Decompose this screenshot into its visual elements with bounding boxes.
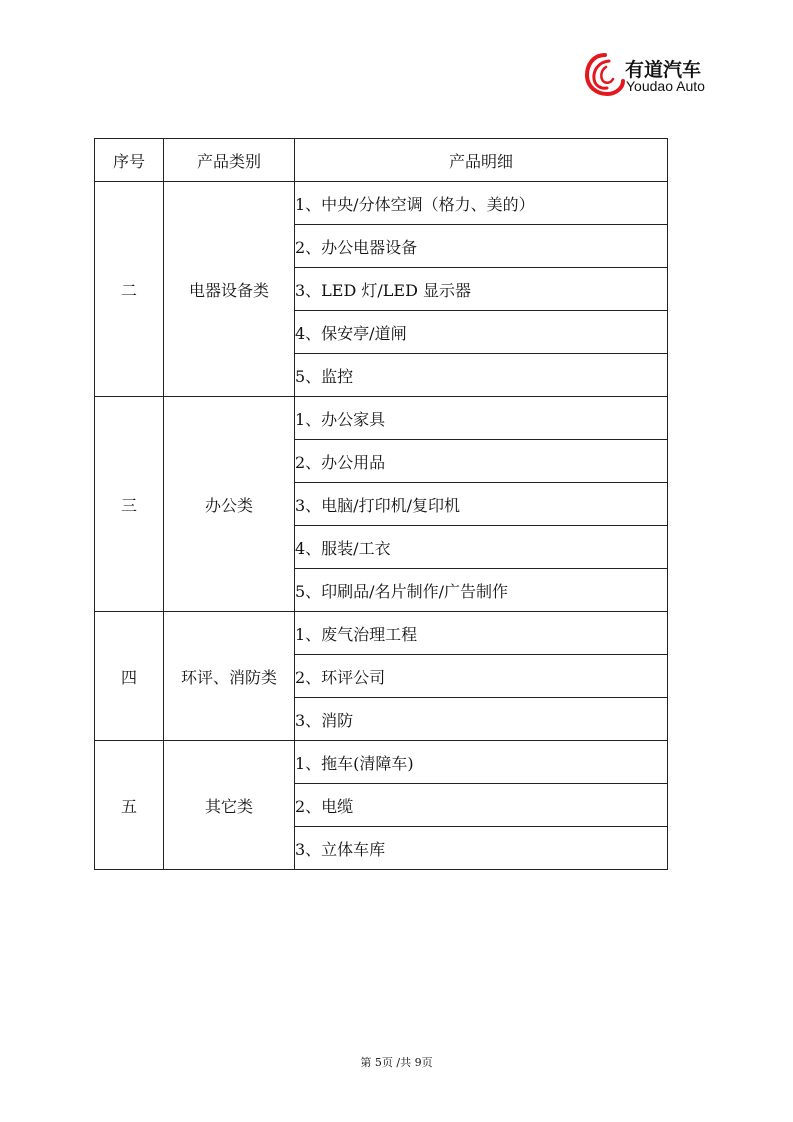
item-detail: 5、监控 bbox=[295, 354, 668, 397]
item-detail: 3、LED 灯/LED 显示器 bbox=[295, 268, 668, 311]
page-number: 第 5页 /共 9页 bbox=[360, 1056, 433, 1069]
header-seq: 序号 bbox=[95, 139, 164, 182]
item-detail: 4、保安亭/道闸 bbox=[295, 311, 668, 354]
item-detail: 1、废气治理工程 bbox=[295, 612, 668, 655]
item-detail: 3、消防 bbox=[295, 698, 668, 741]
group-seq: 二 bbox=[95, 182, 164, 397]
logo-name-cn: 有道汽车 bbox=[625, 59, 702, 81]
logo-name-en: Youdao Auto bbox=[626, 78, 705, 94]
company-logo bbox=[585, 52, 725, 98]
item-detail: 1、拖车(清障车) bbox=[295, 741, 668, 784]
logo-swirl-icon bbox=[585, 52, 625, 96]
group-category: 电器设备类 bbox=[164, 182, 295, 397]
item-detail: 1、办公家具 bbox=[295, 397, 668, 440]
group-category: 其它类 bbox=[164, 741, 295, 870]
group-seq: 四 bbox=[95, 612, 164, 741]
item-detail: 3、立体车库 bbox=[295, 827, 668, 870]
group-category: 环评、消防类 bbox=[164, 612, 295, 741]
item-detail: 1、中央/分体空调（格力、美的） bbox=[295, 182, 668, 225]
table-row bbox=[95, 741, 668, 784]
item-detail: 2、办公电器设备 bbox=[295, 225, 668, 268]
item-detail: 2、环评公司 bbox=[295, 655, 668, 698]
table-row bbox=[95, 182, 668, 225]
table-header-row bbox=[95, 139, 668, 182]
header-category: 产品类别 bbox=[164, 139, 295, 182]
header-detail: 产品明细 bbox=[295, 139, 668, 182]
group-seq: 五 bbox=[95, 741, 164, 870]
item-detail: 5、印刷品/名片制作/广告制作 bbox=[295, 569, 668, 612]
item-detail: 2、电缆 bbox=[295, 784, 668, 827]
item-detail: 2、办公用品 bbox=[295, 440, 668, 483]
table-row bbox=[95, 397, 668, 440]
group-category: 办公类 bbox=[164, 397, 295, 612]
product-category-table bbox=[94, 138, 668, 870]
group-seq: 三 bbox=[95, 397, 164, 612]
item-detail: 3、电脑/打印机/复印机 bbox=[295, 483, 668, 526]
table-row bbox=[95, 612, 668, 655]
item-detail: 4、服装/工衣 bbox=[295, 526, 668, 569]
